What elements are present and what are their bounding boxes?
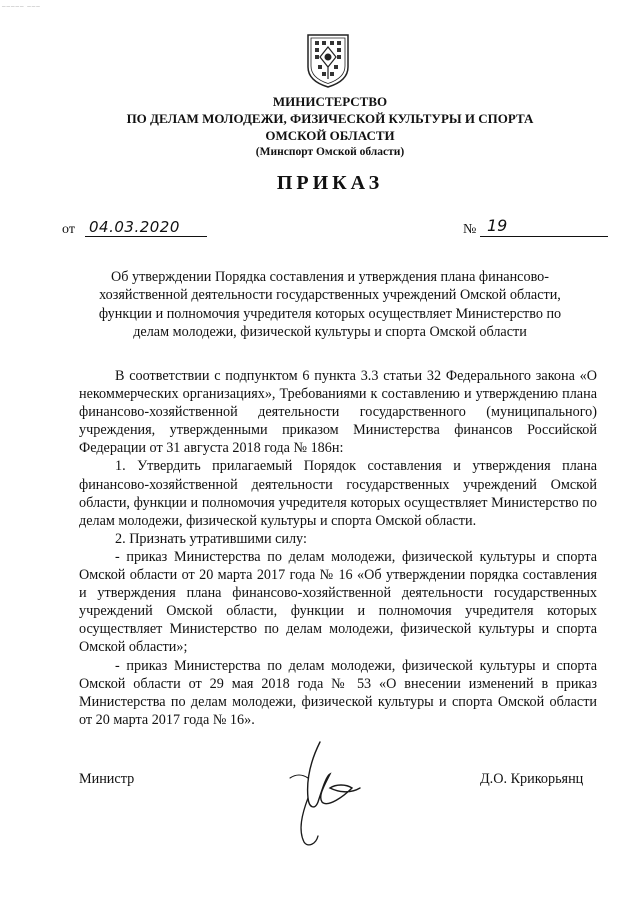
repealed-order-1: - приказ Министерства по делам молодежи, физической культуры и спорта Омской области от 20 марта 2017 года № 16 «Об утверждении порядка составления и утверждения плана финансово-хозяйственной деятельности государственных учреждений Омской области, функции и полномочия учредителя которых осуществляет Министерство по делам молодежи, физической культуры и спорта Омской области»; [79,548,597,656]
number-underline [480,236,608,237]
ministry-line-1: МИНИСТЕРСТВО [272,94,388,109]
signatory-title: Министр [79,771,135,787]
signatory-name: Д.О. Крикорьянц [480,771,584,787]
order-body [79,367,597,729]
number-label: № [463,222,477,237]
ministry-header [60,93,600,161]
ministry-line-4: (Минспорт Омской области) [255,146,405,158]
order-number: 19 [487,216,508,235]
item-2-paragraph: 2. Признать утратившими силу: [115,530,307,547]
item-1-paragraph: 1. Утвердить прилагаемый Порядок составления и утверждения плана финансово-хозяйственной деятельности государственных учреждений Омской области, функции и полномочия учредителя которых осуществляет Министерство по делам молодежи, физической культуры и спорта Омской области. [79,458,597,529]
order-subject: Об утверждении Порядка составления и утверждения плана финансово-хозяйственной деятельности государственных учреждений Омской области, функции и полномочия учредителя которых осуществляет Министерство по делам молодежи, физической культуры и спорта Омской области [98,269,562,340]
coat-of-arms-icon [306,33,350,89]
ministry-line-2: ПО ДЕЛАМ МОЛОДЕЖИ, ФИЗИЧЕСКОЙ КУЛЬТУРЫ И СПОРТА [126,111,534,126]
order-date: 04.03.2020 [89,218,180,236]
order-title: ПРИКАЗ [276,172,384,194]
handwritten-signature [282,738,364,850]
corner-scan-mark: _____ ___ [2,0,41,8]
date-underline [85,236,207,237]
ministry-line-3: ОМСКОЙ ОБЛАСТИ [265,128,395,143]
repealed-order-2: - приказ Министерства по делам молодежи, физической культуры и спорта Омской области от 29 мая 2018 года № 53 «О внесении изменений в приказ Министерства по делам молодежи, физической культуры и спорта Омской области от 20 марта 2017 года № 16». [79,657,597,728]
preamble-paragraph: В соответствии с подпунктом 6 пункта 3.3 статьи 32 Федерального закона «О некоммерческих организациях», Требованиями к составлению и утверждению плана финансово-хозяйственной деятельности государственного (муниципального) учреждения, утвержденными приказом Министерства финансов Российской Федерации от 31 августа 2018 года № 186н: [79,368,597,457]
date-label: от [62,222,75,237]
